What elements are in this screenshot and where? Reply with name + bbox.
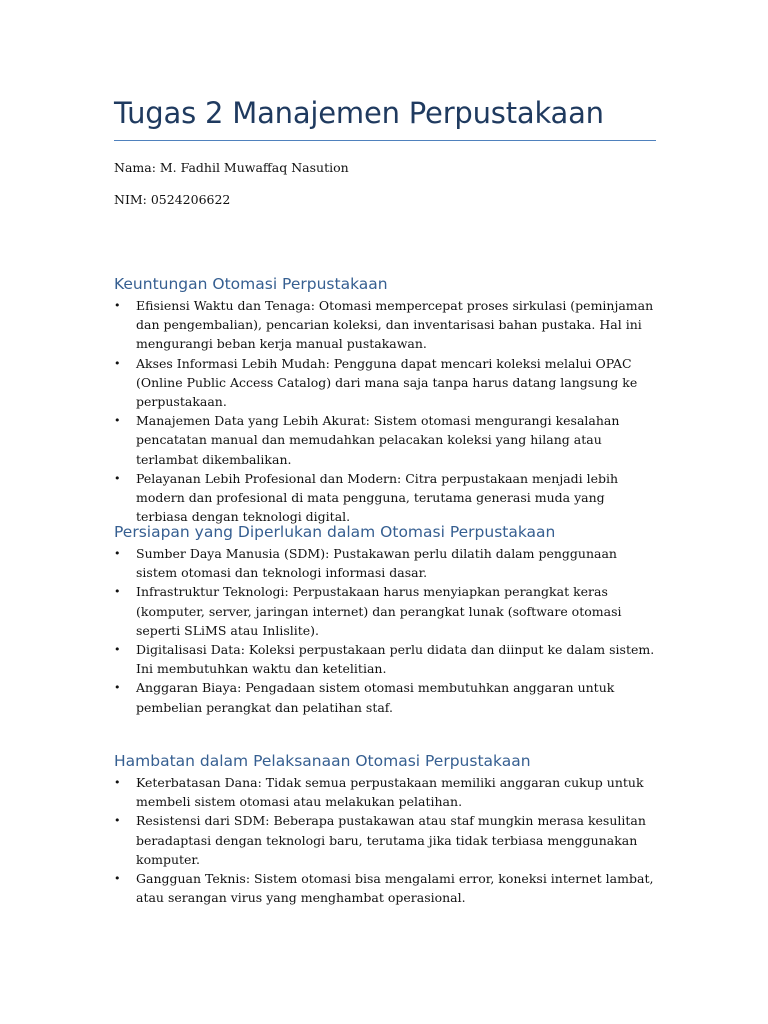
- list-item: [114, 773, 656, 811]
- list-item-text: Manajemen Data yang Lebih Akurat: Sistem otomasi mengurangi kesalahan pencatatan manual dan memudahkan pelacakan koleksi yang hilang atau terlambat dikembalikan.: [136, 413, 620, 467]
- list-item-text: Keterbatasan Dana: Tidak semua perpustakaan memiliki anggaran cukup untuk membeli sistem otomasi atau melakukan pelatihan.: [136, 775, 644, 810]
- list-item: [114, 640, 656, 678]
- list-item-text: Resistensi dari SDM: Beberapa pustakawan atau staf mungkin merasa kesulitan beradaptasi dengan teknologi baru, terutama jika tidak terbiasa menggunakan komputer.: [136, 813, 646, 867]
- list-item: [114, 296, 656, 354]
- list-item: [114, 678, 656, 716]
- bullet-icon: •: [114, 643, 121, 657]
- student-name: Nama: M. Fadhil Muwaffaq Nasution: [114, 160, 349, 175]
- section-hambatan: [114, 752, 656, 907]
- list-item: [114, 811, 656, 869]
- list-item: [114, 582, 656, 640]
- bullet-icon: •: [114, 547, 121, 560]
- title-underline: [114, 140, 656, 141]
- bullet-list: [114, 773, 656, 907]
- list-item-text: Anggaran Biaya: Pengadaan sistem otomasi membutuhkan anggaran untuk pembelian perangkat dan pelatihan staf.: [136, 680, 615, 715]
- bullet-icon: •: [114, 299, 121, 312]
- bullet-list: [114, 296, 656, 526]
- bullet-icon: •: [114, 872, 121, 886]
- list-item: [114, 544, 656, 582]
- list-item-text: Infrastruktur Teknologi: Perpustakaan harus menyiapkan perangkat keras (komputer, server, jaringan internet) dan perangkat lunak (software otomasi seperti SLiMS atau Inlislite).: [136, 584, 622, 638]
- document-title: Tugas 2 Manajemen Perpustakaan: [114, 96, 604, 130]
- bullet-icon: •: [114, 414, 121, 428]
- bullet-icon: •: [114, 471, 121, 485]
- student-nim: NIM: 0524206622: [114, 192, 231, 207]
- list-item: [114, 354, 656, 412]
- section-heading: Keuntungan Otomasi Perpustakaan: [114, 275, 388, 293]
- section-heading: Hambatan dalam Pelaksanaan Otomasi Perpustakaan: [114, 752, 531, 770]
- section-heading: Persiapan yang Diperlukan dalam Otomasi Perpustakaan: [114, 523, 556, 541]
- bullet-icon: •: [114, 681, 121, 695]
- list-item: [114, 869, 656, 907]
- bullet-icon: •: [114, 814, 121, 828]
- list-item-text: Digitalisasi Data: Koleksi perpustakaan perlu didata dan diinput ke dalam sistem. Ini membutuhkan waktu dan ketelitian.: [136, 642, 655, 677]
- list-item-text: Pelayanan Lebih Profesional dan Modern: Citra perpustakaan menjadi lebih modern dan profesional di mata pengguna, terutama generasi muda yang terbiasa dengan teknologi digital.: [136, 470, 619, 525]
- list-item: [114, 411, 656, 469]
- list-item-text: Gangguan Teknis: Sistem otomasi bisa mengalami error, koneksi internet lambat, atau serangan virus yang menghambat operasional.: [136, 871, 654, 906]
- section-keuntungan: [114, 275, 656, 526]
- list-item: [114, 469, 656, 527]
- bullet-icon: •: [114, 776, 121, 789]
- list-item-text: Efisiensi Waktu dan Tenaga: Otomasi mempercepat proses sirkulasi (peminjaman dan pengembalian), pencarian koleksi, dan inventarisasi bahan pustaka. Hal ini mengurangi beban kerja manual pustakawan.: [136, 298, 654, 352]
- bullet-list: [114, 544, 656, 717]
- list-item-text: Akses Informasi Lebih Mudah: Pengguna dapat mencari koleksi melalui OPAC (Online Public Access Catalog) dari mana saja tanpa harus datang langsung ke perpustakaan.: [136, 355, 638, 410]
- list-item-text: Sumber Daya Manusia (SDM): Pustakawan perlu dilatih dalam penggunaan sistem otomasi dan teknologi informasi dasar.: [136, 546, 617, 581]
- section-persiapan: [114, 523, 656, 717]
- bullet-icon: •: [114, 585, 121, 599]
- bullet-icon: •: [114, 356, 121, 370]
